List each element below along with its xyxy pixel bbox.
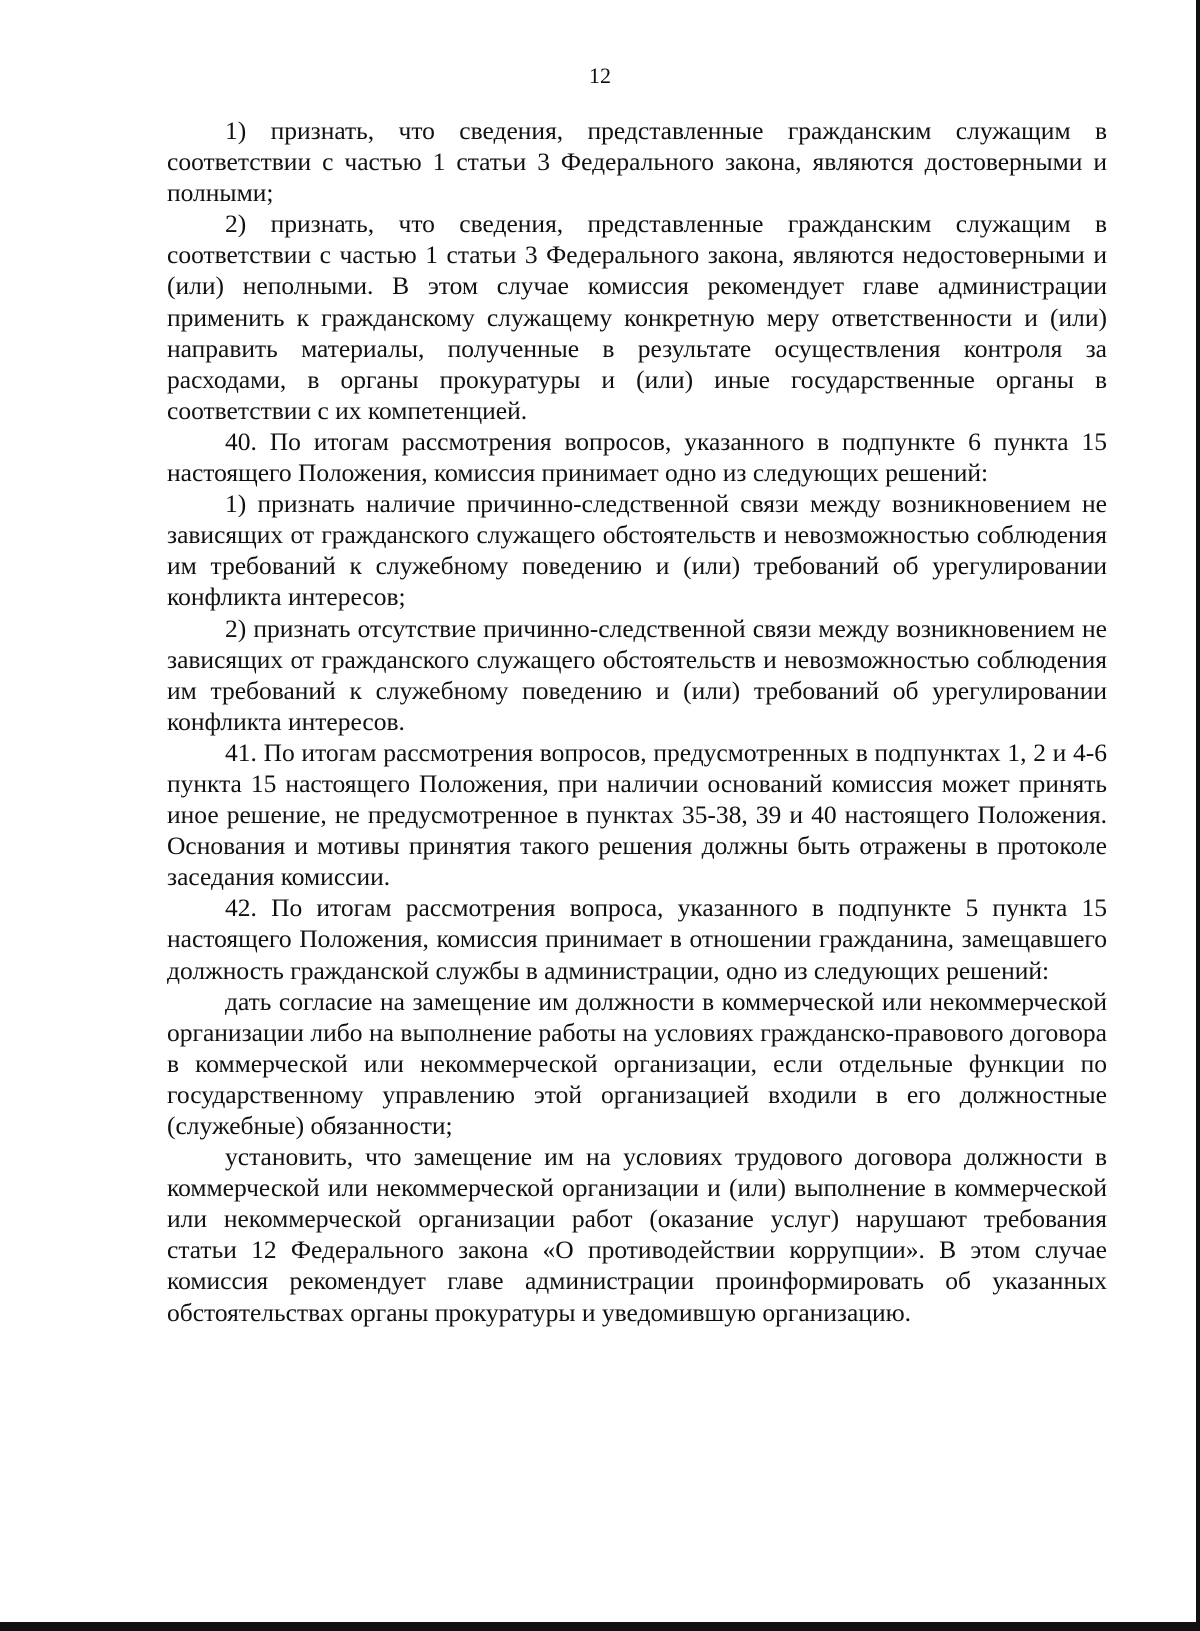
scan-edge-right: [1196, 0, 1200, 1631]
page-number: 12: [589, 63, 611, 88]
paragraph-7: 42. По итогам рассмотрения вопроса, указанного в подпункте 5 пункта 15 настоящего Положения, комиссия принимает в отношении гражданина, замещавшего должность гражданской службы в администрации, одно из следующих решений:: [167, 893, 1107, 985]
paragraph-2: 2) признать, что сведения, представленные гражданским служащим в соответствии с частью 1 статьи 3 Федерального закона, являются недостоверными и (или) неполными. В этом случае комиссия рекомендует главе администрации применить к гражданскому служащему конкретную меру ответственности и (или) направить материалы, полученные в результате осуществления контроля за расходами, в органы прокуратуры и (или) иные государственные органы в соответствии с их компетенцией.: [167, 209, 1107, 425]
document-body: [167, 115, 1107, 1328]
paragraph-5: 2) признать отсутствие причинно-следственной связи между возникновением не зависящих от гражданского служащего обстоятельств и невозможностью соблюдения им требований к служебному поведению и (или) требований об урегулировании конфликта интересов.: [167, 613, 1107, 736]
paragraph-6: 41. По итогам рассмотрения вопросов, предусмотренных в подпунктах 1, 2 и 4-6 пункта 15 настоящего Положения, при наличии оснований комиссия может принять иное решение, не предусмотренное в пунктах 35-38, 39 и 40 настоящего Положения. Основания и мотивы принятия такого решения должны быть отражены в протоколе заседания комиссии.: [167, 737, 1107, 892]
scan-edge-bottom: [0, 1622, 1200, 1631]
paragraph-4: 1) признать наличие причинно-следственной связи между возникновением не зависящих от гражданского служащего обстоятельств и невозможностью соблюдения им требований к служебному поведению и (или) требований об урегулировании конфликта интересов;: [167, 489, 1107, 612]
paragraph-1: 1) признать, что сведения, представленные гражданским служащим в соответствии с частью 1 статьи 3 Федерального закона, являются достоверными и полными;: [167, 116, 1107, 208]
paragraph-9: установить, что замещение им на условиях трудового договора должности в коммерческой или некоммерческой организации и (или) выполнение в коммерческой или некоммерческой организации работ (оказание услуг) нарушают требования статьи 12 Федерального закона «О противодействии коррупции». В этом случае комиссия рекомендует главе администрации проинформировать об указанных обстоятельствах органы прокуратуры и уведомившую организацию.: [167, 1142, 1107, 1327]
paragraph-8: дать согласие на замещение им должности в коммерческой или некоммерческой организации либо на выполнение работы на условиях гражданско-правового договора в коммерческой или некоммерческой организации, если отдельные функции по государственному управлению этой организацией входили в его должностные (служебные) обязанности;: [167, 986, 1107, 1140]
paragraph-3: 40. По итогам рассмотрения вопросов, указанного в подпункте 6 пункта 15 настоящего Положения, комиссия принимает одно из следующих решений:: [167, 426, 1107, 488]
